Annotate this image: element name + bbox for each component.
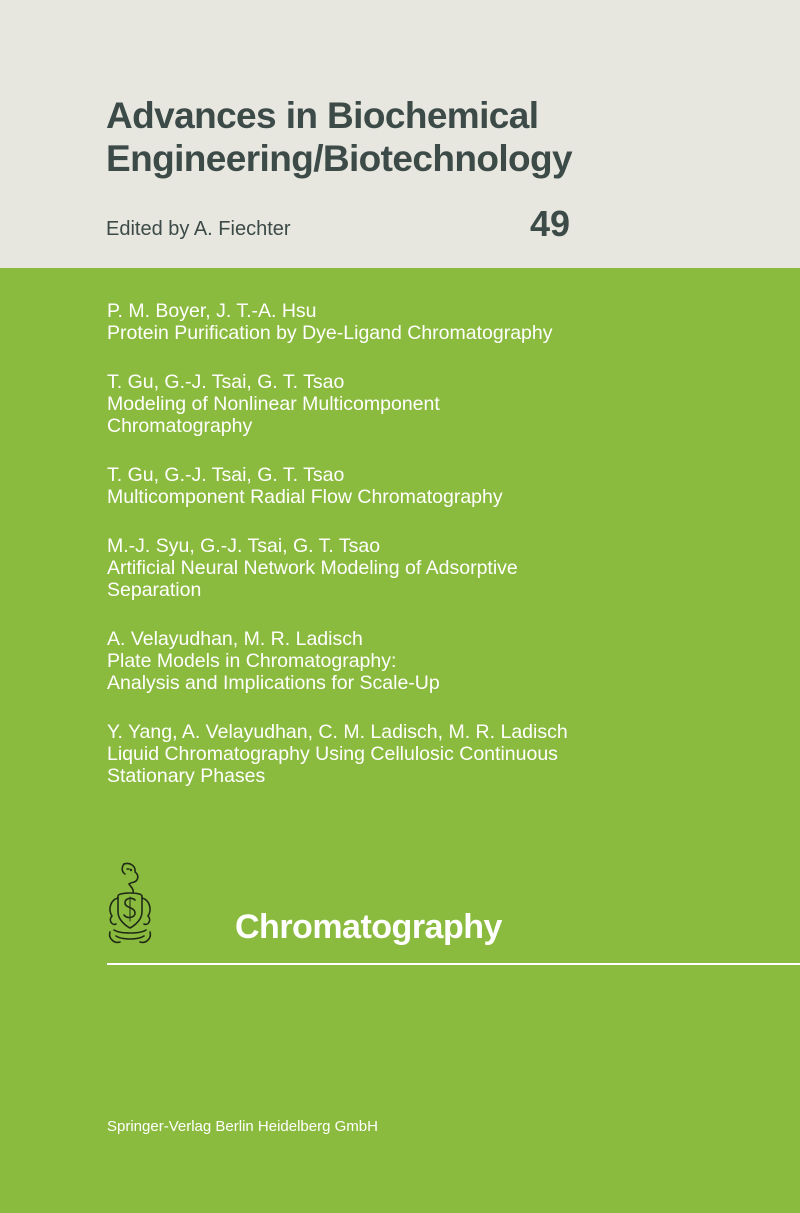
- series-title-line-1: Advances in Biochemical: [106, 95, 539, 136]
- contents-entry: [107, 300, 787, 344]
- series-title-line-2: Engineering/Biotechnology: [106, 138, 573, 179]
- entry-title: Modeling of Nonlinear Multicomponent: [107, 393, 440, 415]
- entry-authors: P. M. Boyer, J. T.-A. Hsu: [107, 300, 317, 322]
- entry-title: Artificial Neural Network Modeling of Adsorptive: [107, 557, 518, 579]
- springer-knight-icon: [104, 860, 156, 948]
- contents-entry: [107, 464, 787, 508]
- editor-credit: Edited by A. Fiechter: [106, 218, 291, 240]
- divider-rule: [107, 963, 800, 965]
- entry-title-continued: Chromatography: [107, 415, 253, 437]
- entry-title-continued: Analysis and Implications for Scale-Up: [107, 672, 440, 694]
- contents-entry: [107, 628, 787, 694]
- entry-title-continued: Separation: [107, 579, 202, 601]
- contents-entry: [107, 371, 787, 437]
- volume-title: Chromatography: [235, 908, 502, 946]
- contents-entry: [107, 721, 787, 787]
- volume-number: 49: [530, 203, 571, 244]
- entry-title-continued: Stationary Phases: [107, 765, 266, 787]
- entry-title: Liquid Chromatography Using Cellulosic Continuous: [107, 743, 558, 765]
- entry-authors: T. Gu, G.-J. Tsai, G. T. Tsao: [107, 464, 345, 486]
- entry-title: Multicomponent Radial Flow Chromatography: [107, 486, 503, 508]
- entry-authors: A. Velayudhan, M. R. Ladisch: [107, 628, 363, 650]
- series-title: [106, 94, 572, 180]
- cover-header: [0, 0, 800, 268]
- entry-title: Plate Models in Chromatography:: [107, 650, 397, 672]
- entry-authors: Y. Yang, A. Velayudhan, C. M. Ladisch, M. R. Ladisch: [107, 721, 568, 743]
- entry-authors: T. Gu, G.-J. Tsai, G. T. Tsao: [107, 371, 345, 393]
- publisher-imprint: Springer-Verlag Berlin Heidelberg GmbH: [107, 1118, 378, 1135]
- contents-entry: [107, 535, 787, 601]
- entry-authors: M.-J. Syu, G.-J. Tsai, G. T. Tsao: [107, 535, 381, 557]
- contents-list: [107, 300, 787, 814]
- entry-title: Protein Purification by Dye-Ligand Chromatography: [107, 322, 553, 344]
